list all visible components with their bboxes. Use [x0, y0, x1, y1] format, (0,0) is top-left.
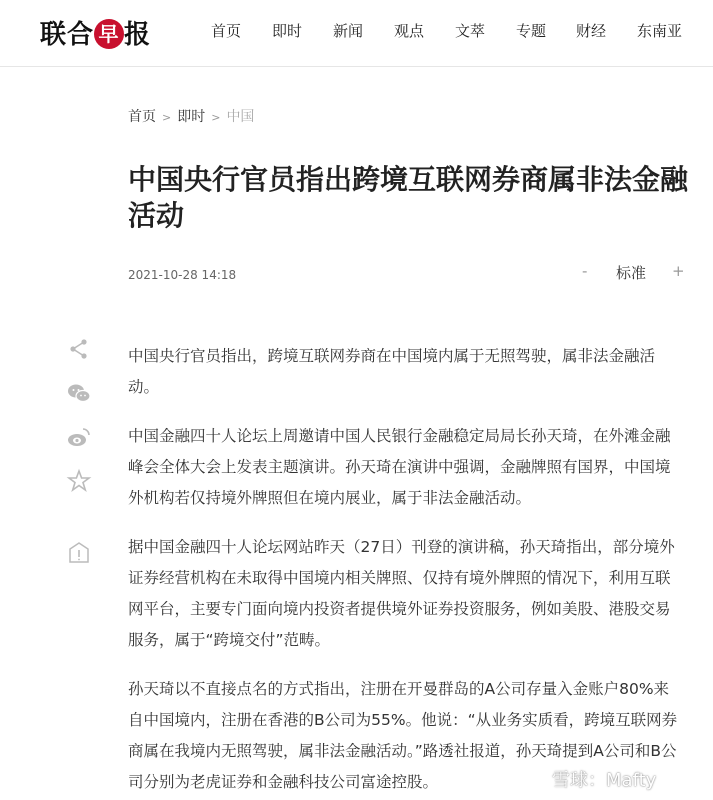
share-icon[interactable] [66, 336, 92, 362]
nav-item-special[interactable]: 专题 [516, 22, 547, 40]
nav-item-sea[interactable]: 东南亚 [637, 22, 683, 40]
nav-item-finance[interactable]: 财经 [576, 22, 607, 40]
breadcrumb [128, 106, 254, 126]
nav-item-opinion[interactable]: 观点 [394, 22, 425, 40]
article-title: 中国央行官员指出跨境互联网券商属非法金融活动 [128, 163, 689, 232]
logo-tail: 报 [124, 20, 152, 50]
article-paragraph: 中国央行官员指出，跨境互联网券商在中国境内属于无照驾驶，属非法金融活动。 [128, 347, 656, 396]
article-paragraph: 据中国金融四十人论坛网站昨天（27日）刊登的演讲稿，孙天琦指出，部分境外证券经营机构在未取得中国境内相关牌照、仅持有境外牌照的情况下，利用互联网平台，主要专门面向境内投资者提供境外证券投资服务，例如美股、港股交易服务，属于“跨境交付”范畴。 [128, 538, 675, 649]
nav-item-home[interactable]: 首页 [211, 22, 242, 40]
font-size-icon[interactable] [66, 540, 92, 566]
site-logo[interactable] [40, 14, 151, 51]
breadcrumb-separator: > [211, 111, 221, 124]
weibo-icon[interactable] [66, 424, 92, 450]
breadcrumb-separator: > [162, 111, 172, 124]
star-icon[interactable] [66, 468, 92, 494]
article-paragraph: 孙天琦以不直接点名的方式指出，注册在开曼群岛的A公司存量入金账户80%来自中国境内，注册在香港的B公司为55%。他说：“从业务实质看，跨境互联网券商属在我境内无照驾驶，属非法金融活动。”路透社报道，孙天琦提到A公司和B公司分别为老虎证券和金融科技公司富途控股。 [128, 680, 678, 791]
logo-text: 联合 [40, 20, 95, 50]
nav-item-digest[interactable]: 文萃 [455, 22, 486, 40]
watermark: 雪球：Mafty [552, 770, 657, 791]
breadcrumb-section[interactable]: 即时 [177, 109, 206, 125]
article-paragraph: 中国金融四十人论坛上周邀请中国人民银行金融稳定局局长孙天琦，在外滩金融峰会全体大会上发表主题演讲。孙天琦在演讲中强调，金融牌照有国界，中国境外机构若仅持境外牌照但在境内展业，属于非法金融活动。 [128, 427, 671, 507]
font-size-label[interactable]: 标准 [616, 264, 647, 282]
font-increase-button[interactable]: + [672, 262, 685, 280]
wechat-icon[interactable] [66, 380, 92, 406]
font-decrease-button[interactable]: - [582, 262, 588, 280]
breadcrumb-current: 中国 [226, 109, 255, 125]
top-bar [0, 0, 713, 67]
breadcrumb-home[interactable]: 首页 [128, 109, 156, 125]
nav-item-news[interactable]: 新闻 [333, 22, 364, 40]
publish-date: 2021-10-28 14:18 [128, 268, 237, 282]
logo-mark: 早 [94, 19, 124, 49]
nav-item-instant[interactable]: 即时 [272, 22, 303, 40]
